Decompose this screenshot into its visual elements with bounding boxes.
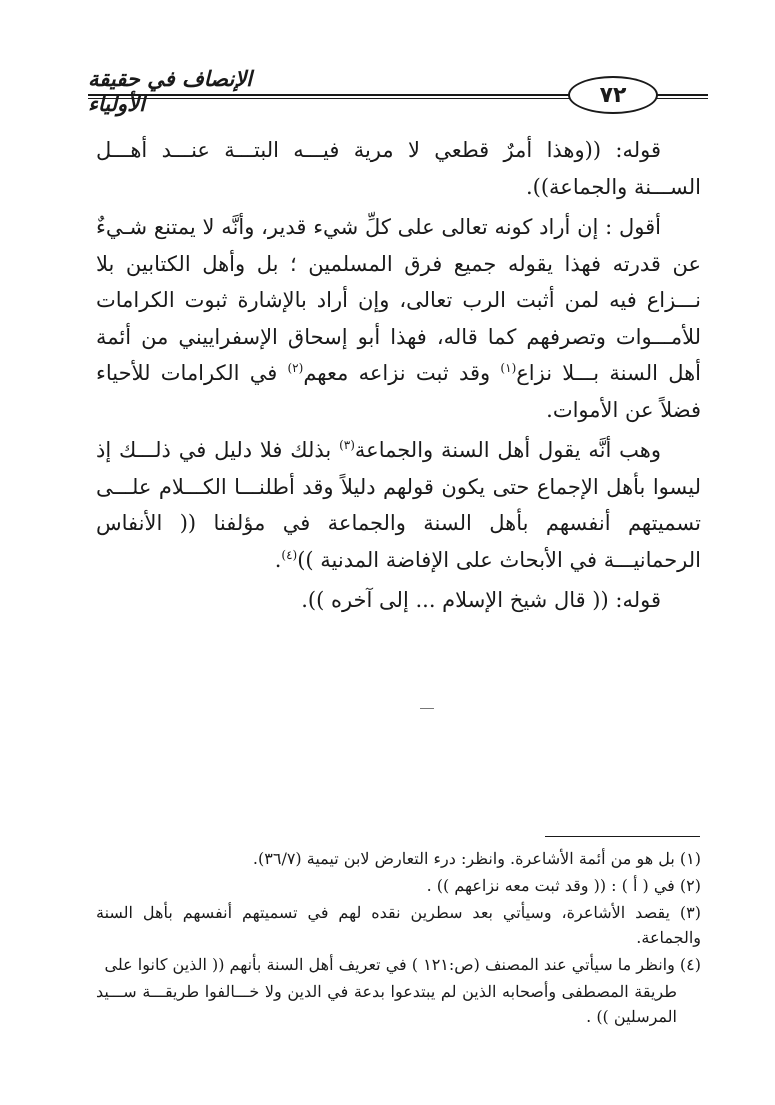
footnote-ref-1[interactable]: (١) [500, 361, 517, 375]
footnote-ref-3[interactable]: (٣) [339, 438, 355, 452]
footnote-ref-4[interactable]: (٤) [281, 547, 298, 562]
footnote-4: (٤) وانظر ما سيأتي عند المصنف (ص:١٢١ ) في تعريف أهل السنة بأنهم (( الذين كانوا على [104, 955, 701, 974]
footnote-3: (٣) يقصد الأشاعرة، وسيأتي بعد سطرين نقده لهم في تسميتهم أنفسهم بأهل السنة والجماعة. [96, 903, 701, 947]
paragraph-text: أقول : إن أراد كونه تعالى على كلِّ شيء قدير، وأنَّه لا يمتنع شـيءٌ عن قدرته فهذا يقوله جميع فرق المسلمين ؛ بل وأهل الكتابين بلا نـــزاع فيه لمن أثبت الرب تعالى، وإن أراد بالإشارة ثبوت الكرامات للأمـــوات وتصرفهم كما قاله، فهذا أبو إسحاق الإسفراييني من أئمة أهل السنة بـــلا نزاع [96, 215, 702, 385]
page-number: ٧٢ [568, 76, 658, 114]
page-header [88, 62, 708, 116]
footnote-rule [545, 836, 700, 837]
footnote-4-continued: طريقة المصطفى وأصحابه الذين لم يبتدعوا بدعة في الدين ولا خـــالفوا طريقـــة ســـيد المرسلين )) . [96, 982, 677, 1026]
paragraph-reply-2 [96, 432, 701, 578]
footnote-1: (١) بل هو من أئمة الأشاعرة. وانظر: درء التعارض لابن تيمية (٣٦/٧). [252, 849, 701, 868]
paragraph-text: وهب أنَّه يقول أهل السنة والجماعة [354, 438, 662, 462]
footnote-2: (٢) في ( أ ) : (( وقد ثبت معه نزاعهم )) . [426, 876, 701, 895]
paragraph-text: بذلك فلا دليل في ذلـــك إذ ليسوا بأهل الإجماع حتى يكون قولهم دليلاً وقد أطلنـــا الكـــلام علـــى تسميتهم أنفسهم بأهل السنة والجماعة في مؤلفنا (( الأنفاس الرحمانيـــة في الأبحاث على الإفاضة المدنية )) [96, 438, 701, 572]
footnote-ref-2[interactable]: (٢) [287, 361, 304, 375]
paragraph-text: وقد ثبت نزاعه معهم [303, 361, 501, 385]
paragraph-quote-1: قوله: ((وهذا أمرٌ قطعي لا مرية فيـــه البتـــة عنـــد أهـــل الســـنة والجماعة)). [96, 138, 701, 199]
book-title: الإنصاف في حقيقة الأولياء [88, 66, 253, 116]
paragraph-reply-1 [96, 209, 701, 428]
divider-mark [420, 708, 434, 709]
paragraph-text: . [274, 547, 282, 572]
paragraph-text: في الكرامات للأحياء فضلاً عن الأموات. [96, 361, 701, 422]
paragraph-quote-2: قوله: (( قال شيخ الإسلام ... إلى آخره )). [301, 588, 661, 612]
main-text [96, 132, 701, 623]
footnotes [96, 846, 701, 1031]
